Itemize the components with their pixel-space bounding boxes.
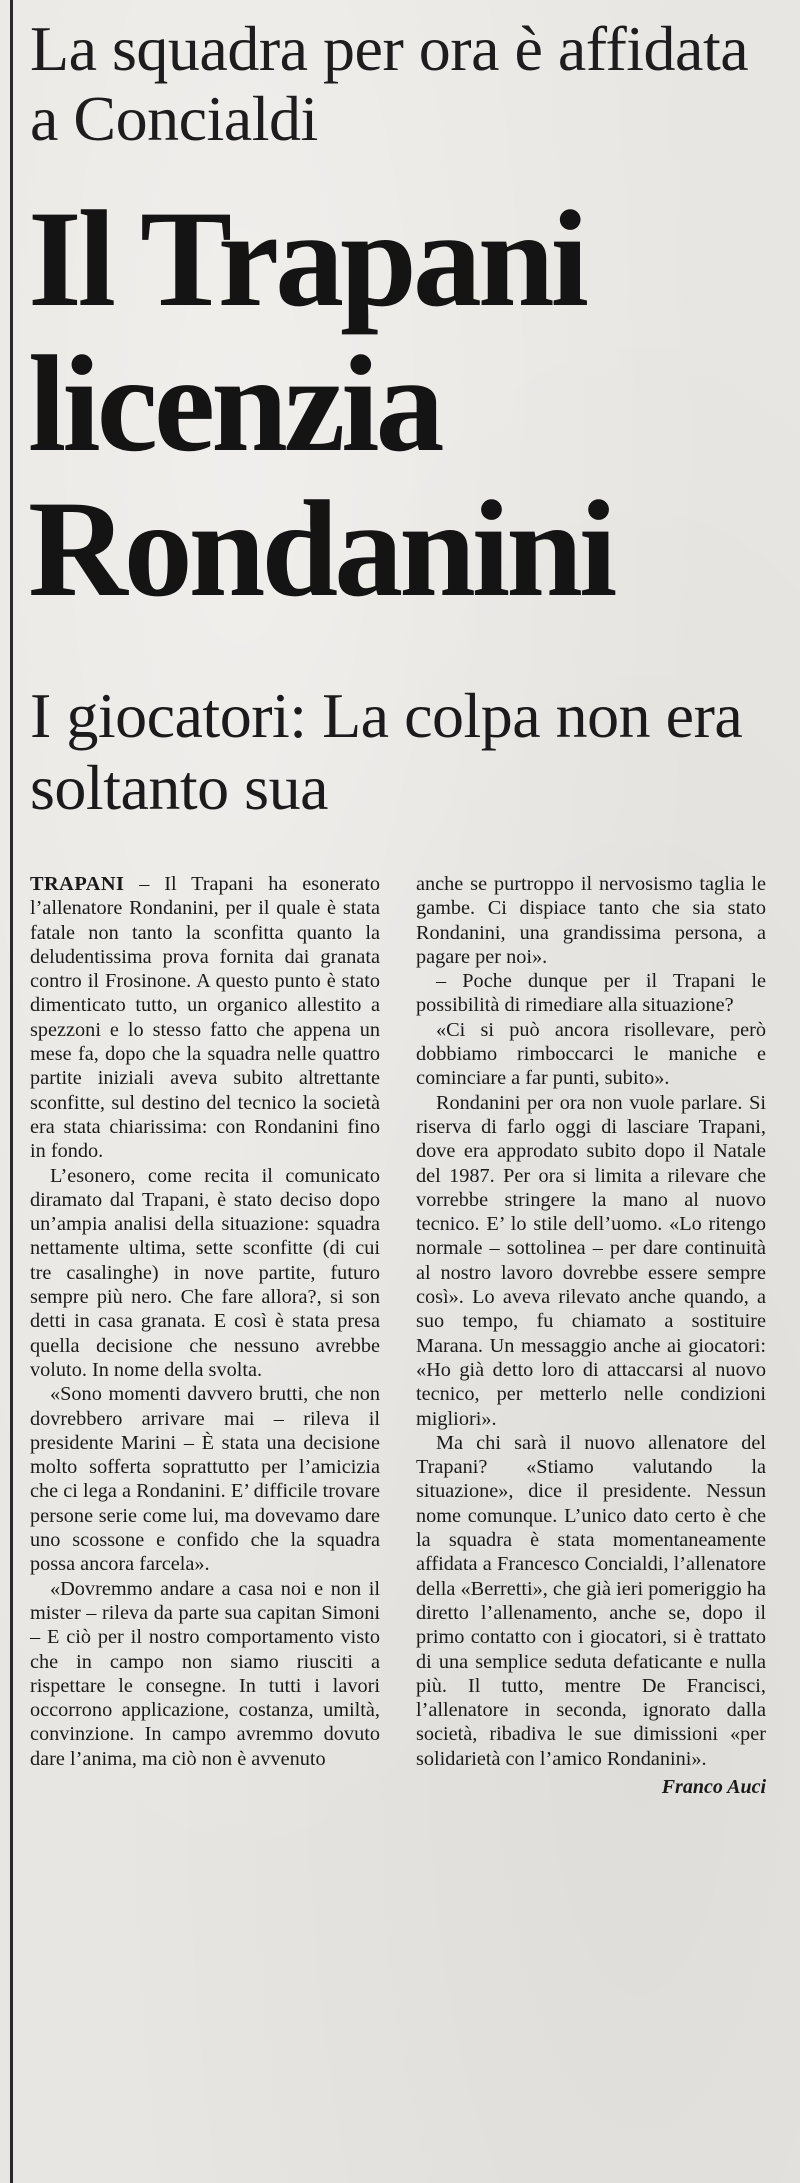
paragraph: anche se purtroppo il nervosismo taglia le gambe. Ci dispiace tanto che sia stato Rondanini, una grandissima persona, a pagare per noi». [416,873,766,968]
paragraph: «Ci si può ancora risollevare, però dobbiamo rimboccarci le maniche e cominciare a far punti, subito». [416,1018,766,1090]
byline: Franco Auci [661,1775,766,1798]
paragraph: TRAPANI – Il Trapani ha esonerato l’allenatore Rondanini, per il quale è stata fatale non tanto la sconfitta quanto la deludentissima prova fornita dai granata contro il Frosinone. A questo punto è stato dimenticato tutto, un organico allestito a spezzoni e lo stesso fatto che appena un mese fa, dopo che la squadra nelle quattro partite iniziali aveva subito altrettante sconfitte, sul destino del tecnico la società era stata chiarissima: con Rondanini fino in fondo. [30,873,380,1163]
column-rule [10,0,13,2183]
column-right [416,872,766,2162]
column-left [30,872,380,2162]
paragraph: Rondanini per ora non vuole parlare. Si riserva di farlo oggi di lasciare Trapani, dove era approdato subito dopo il Natale del 1987. Per ora si limita a rilevare che vorrebbe stringere la mano al nuovo tecnico. E’ lo stile dell’uomo. «Lo ritengo normale – sottolinea – per dare continuità al nostro lavoro dovrebbe essere sempre così». Lo aveva rilevato anche quando, a suo tempo, fu chiamato a sostituire Marana. Un messaggio anche ai giocatori: «Ho già detto loro di attaccarsi al nuovo tecnico, per metterlo nelle condizioni migliori». [416,1091,766,1430]
subheadline: I giocatori: La colpa non era soltanto sua [30,680,743,823]
article-body [30,872,766,2162]
paragraph: – Poche dunque per il Trapani le possibilità di rimediare alla situazione? [416,970,766,1017]
paragraph: Ma chi sarà il nuovo allenatore del Trapani? «Stiamo valutando la situazione», dice il presidente. Nessun nome comunque. L’unico dato certo è che la squadra è stata momentaneamente affidata a Francesco Concialdi, l’allenatore della «Berretti», che già ieri pomeriggio ha diretto l’allenamento, anche se, dopo il primo contatto con i giocatori, si è trattato di una semplice seduta defaticante e nulla più. Il tutto, mentre De Francisci, l’allenatore in seconda, ignorato dalla società, ribadiva le sue dimissioni «per solidarietà con l’amico Rondanini». [416,1431,766,1770]
kicker: La squadra per ora è affidata a Concialdi [30,13,749,154]
paragraph: «Sono momenti davvero brutti, che non dovrebbero arrivare mai – rileva il presidente Marini – È stata una decisione molto sofferta soprattutto per l’amicizia che ci lega a Rondanini. E’ difficile trovare persone serie come lui, ma dovevamo dare uno scossone e confido che la squadra possa ancora farcela». [30,1383,380,1576]
paragraph: L’esonero, come recita il comunicato diramato dal Trapani, è stato deciso dopo un’ampia analisi della situazione: squadra nettamente ultima, sette sconfitte (di cui tre casalinghe) in nove partite, futuro sempre più nero. Che fare allora?, si son detti in casa granata. E così è stata presa quella decisione che nessuno avrebbe voluto. In nome della svolta. [30,1164,380,1381]
headline: Il Trapani licenzia Rondanini [28,182,614,625]
dateline: TRAPANI [30,873,125,895]
paragraph: «Dovremmo andare a casa noi e non il mister – rileva da parte sua capitan Simoni – E ciò per il nostro comportamento visto che in campo non siamo riusciti a rispettare le consegne. In tutti i lavori occorrono applicazione, costanza, umiltà, convinzione. In campo avremmo dovuto dare l’anima, ma ciò non è avvenuto [30,1577,380,1770]
